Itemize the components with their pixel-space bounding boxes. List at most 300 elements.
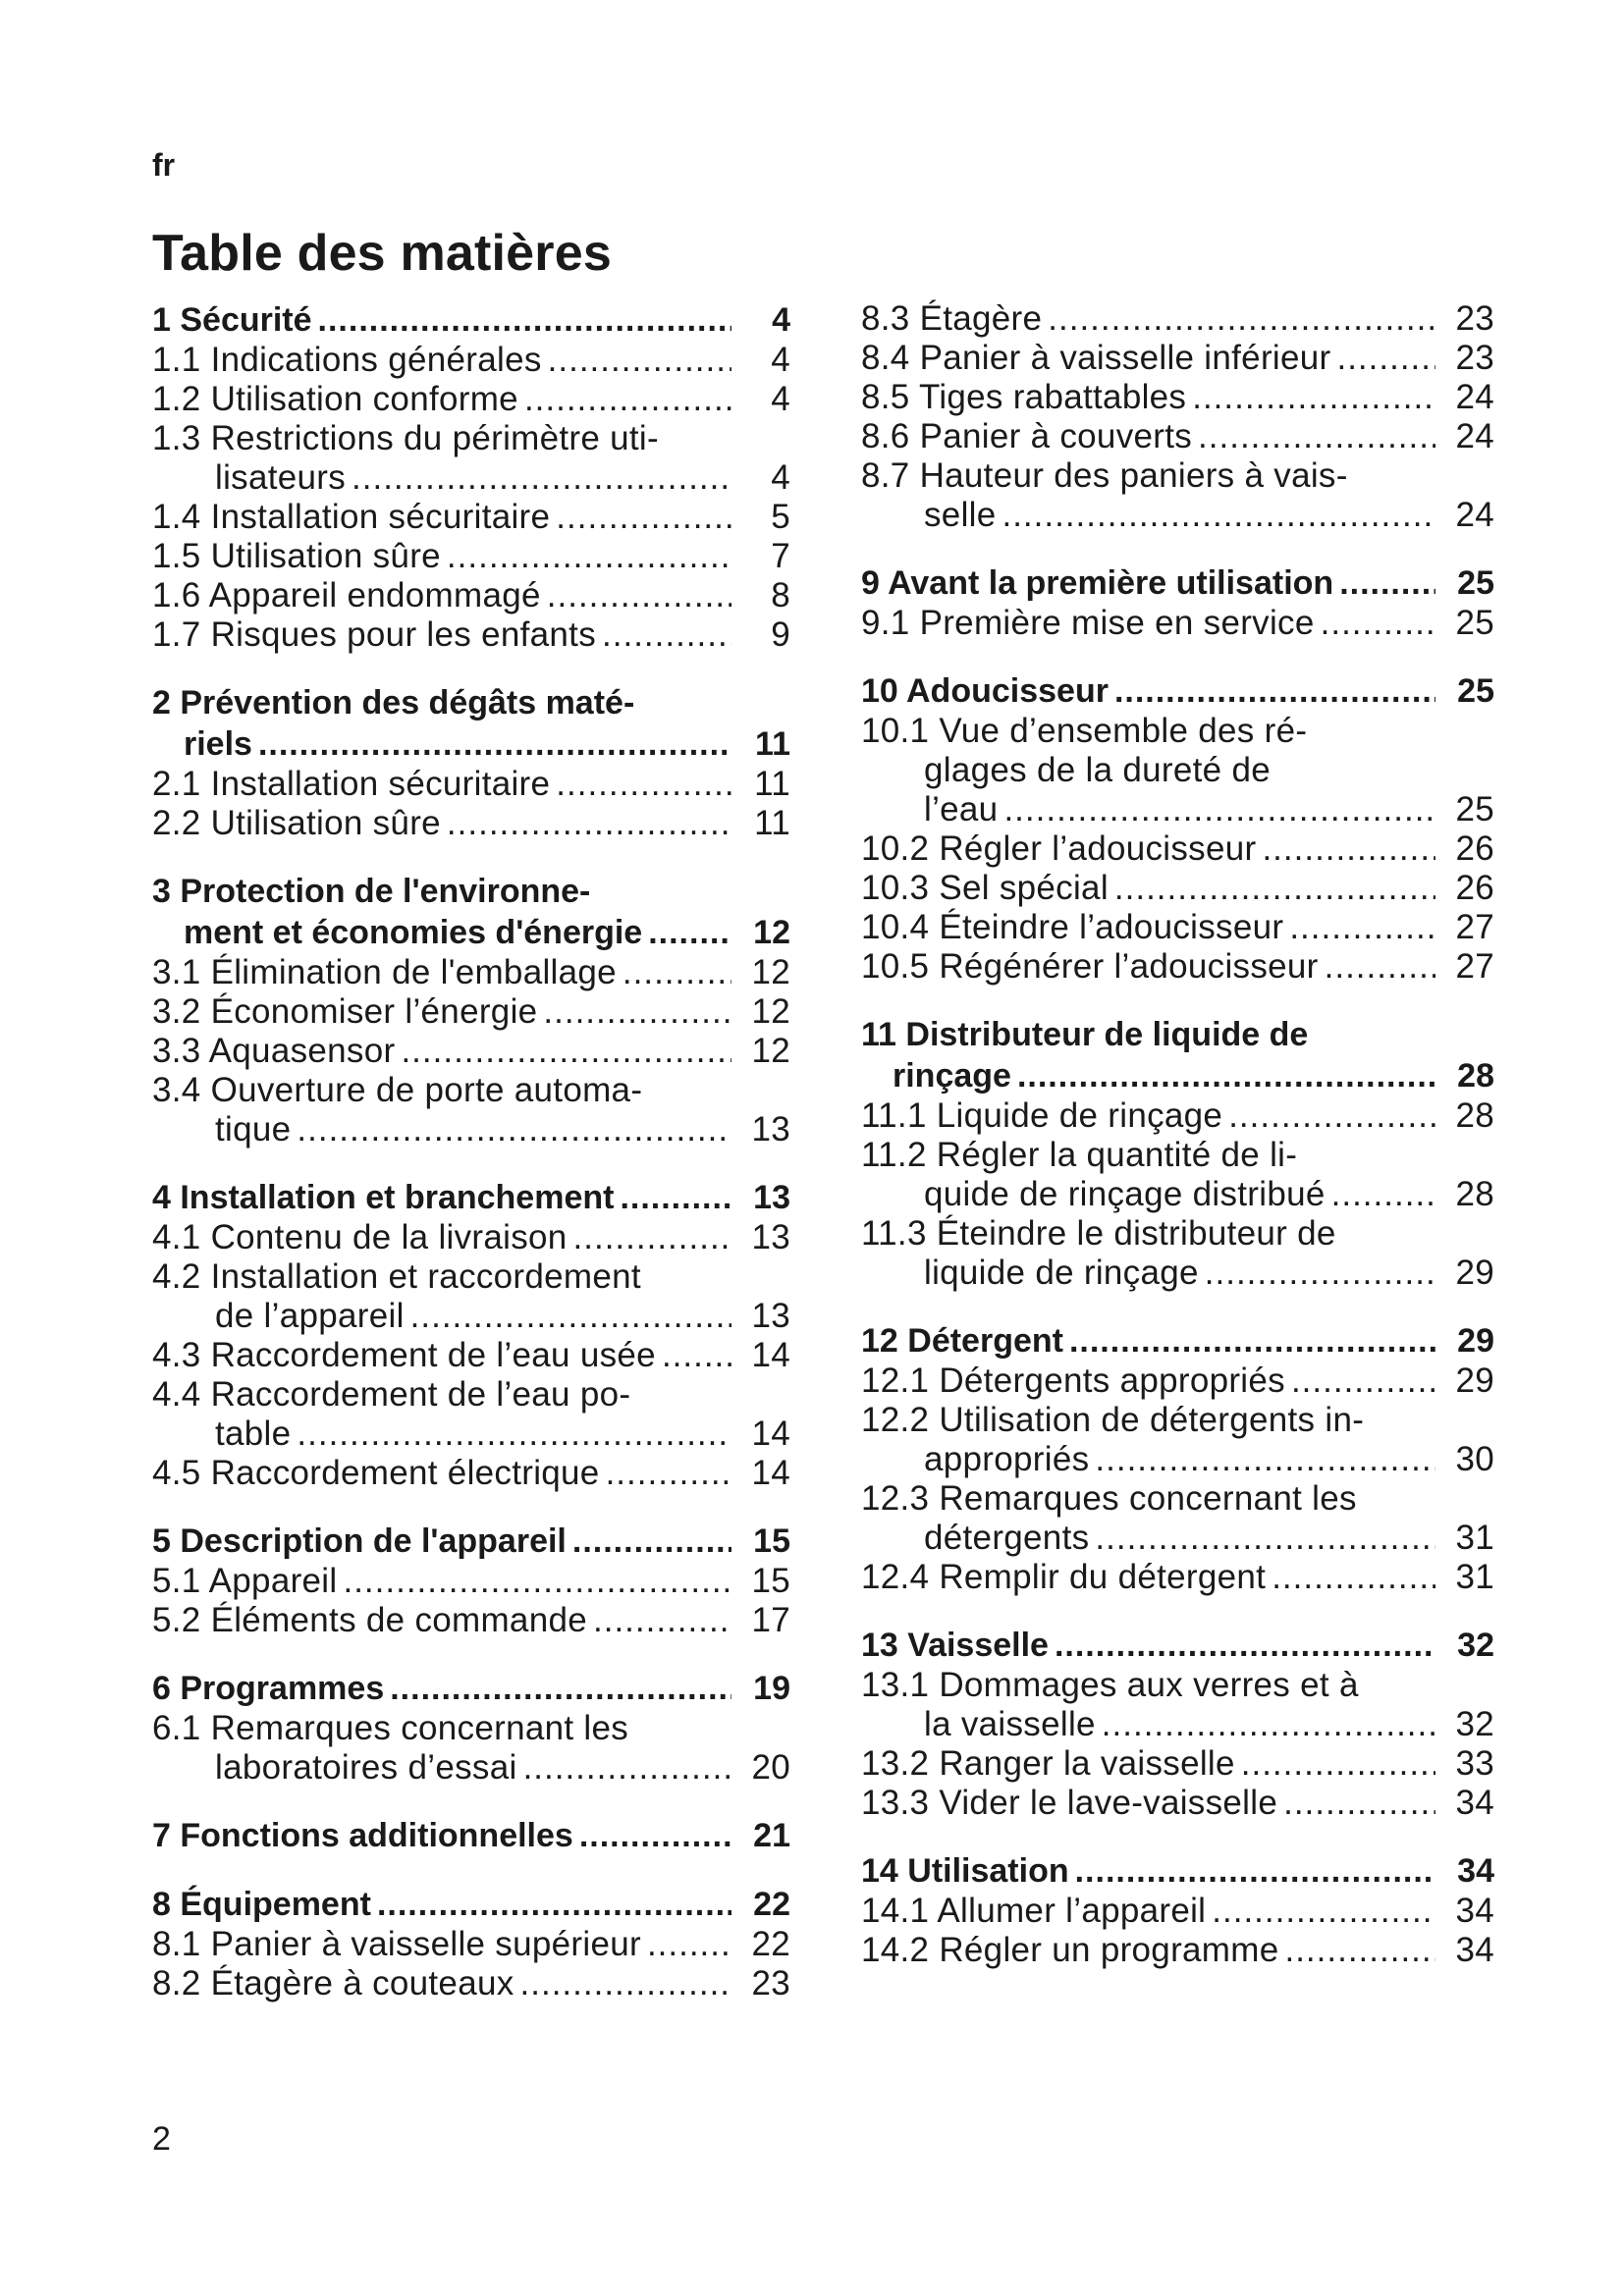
dot-leader	[1272, 1558, 1435, 1597]
dot-leader	[352, 458, 731, 498]
toc-entry-line: 11.3 Éteindre le distributeur de	[861, 1214, 1336, 1253]
toc-entry-title: table	[215, 1415, 292, 1453]
toc-entry-line: 4.4 Raccordement de l’eau po-	[152, 1375, 631, 1414]
toc-entry-title: laboratoires d’essai	[215, 1748, 517, 1787]
toc-entry-row	[152, 498, 790, 537]
toc-entry-row	[152, 537, 790, 576]
toc-section-entry[interactable]	[152, 1815, 790, 1856]
toc-entry-row	[152, 380, 790, 419]
toc-entry-page: 11	[754, 804, 790, 842]
toc-entry-page: 25	[1457, 672, 1494, 710]
toc-entry-page: 13	[751, 1218, 790, 1256]
toc-entry-title: ment et économies d'énergie	[184, 914, 643, 951]
toc-entry-title: 2.2 Utilisation sûre	[152, 804, 441, 842]
dot-leader	[606, 1454, 731, 1493]
toc-entry-title: 10.2 Régler l’adoucisseur	[861, 829, 1257, 868]
toc-entry-title: lisateurs	[215, 458, 347, 497]
toc-entry-row	[152, 1336, 790, 1375]
toc-entry-title: 10 Adoucisseur	[861, 672, 1109, 710]
toc-entry-title: 4.3 Raccordement de l’eau usée	[152, 1336, 656, 1374]
toc-entry-line: 11.2 Régler la quantité de li-	[861, 1136, 1298, 1174]
toc-subsection-entry[interactable]	[861, 1558, 1494, 1597]
toc-entry-row	[152, 1177, 790, 1218]
toc-entry-title: la vaisselle	[924, 1705, 1096, 1743]
toc-entry-title: 8.1 Panier à vaisselle supérieur	[152, 1925, 641, 1963]
toc-entry-page: 30	[1455, 1440, 1494, 1478]
dot-leader	[377, 1884, 731, 1925]
toc-entry-line: 6.1 Remarques concernant les	[152, 1709, 629, 1747]
toc-entry-page: 9	[771, 615, 790, 654]
page-title: Table des matières	[152, 225, 612, 282]
toc-entry-row	[861, 1625, 1494, 1666]
toc-entry-title: 1.7 Risques pour les enfants	[152, 615, 597, 654]
dot-leader	[548, 341, 731, 380]
toc-entry-page: 13	[753, 1179, 790, 1216]
toc-subsection-entry[interactable]	[861, 1362, 1494, 1401]
toc-entry-row	[861, 562, 1494, 604]
toc-subsection-entry[interactable]	[861, 829, 1494, 869]
dot-leader	[648, 912, 731, 953]
toc-entry-line: 12.2 Utilisation de détergents in-	[861, 1401, 1365, 1439]
dot-leader	[1102, 1705, 1435, 1744]
toc-entry-line: 13.1 Dommages aux verres et à	[861, 1666, 1359, 1704]
toc-column-left	[152, 299, 790, 2003]
toc-entry-page: 25	[1457, 564, 1494, 602]
toc-entry-title: 4 Installation et branchement	[152, 1179, 615, 1216]
dot-leader	[520, 1964, 731, 2003]
toc-entry-title: 10.4 Éteindre l’adoucisseur	[861, 908, 1284, 946]
dot-leader	[573, 1218, 731, 1257]
toc-entry-row	[861, 1175, 1494, 1214]
toc-subsection-entry[interactable]	[152, 1454, 790, 1493]
toc-entry-row	[152, 458, 790, 498]
toc-entry-row	[861, 1892, 1494, 1931]
toc-entry-title: 1 Sécurité	[152, 301, 312, 339]
toc-entry-title: quide de rinçage distribué	[924, 1175, 1326, 1213]
toc-subsection-entry[interactable]	[861, 1892, 1494, 1931]
dot-leader	[1048, 299, 1435, 339]
toc-subsection-entry[interactable]	[861, 1931, 1494, 1970]
toc-entry-page: 32	[1457, 1627, 1494, 1664]
toc-entry-row	[861, 1096, 1494, 1136]
dot-leader	[1003, 790, 1435, 829]
toc-subsection-entry[interactable]	[152, 1336, 790, 1375]
toc-entry-row	[861, 378, 1494, 417]
toc-entry-title: de l’appareil	[215, 1297, 405, 1335]
dot-leader	[556, 498, 731, 537]
toc-entry-row	[861, 670, 1494, 712]
toc-entry-row	[861, 1705, 1494, 1744]
toc-entry-page: 24	[1455, 378, 1494, 416]
toc-entry-page: 27	[1455, 908, 1494, 946]
toc-entry-row	[152, 576, 790, 615]
toc-subsection-entry[interactable]	[861, 1096, 1494, 1136]
toc-entry-title: 9.1 Première mise en service	[861, 604, 1315, 642]
toc-entry-title: 2.1 Installation sécuritaire	[152, 765, 551, 803]
toc-entry-title: riels	[184, 725, 252, 763]
dot-leader	[410, 1297, 731, 1336]
toc-subsection-entry[interactable]	[152, 615, 790, 655]
toc-section-entry[interactable]	[152, 1177, 790, 1218]
toc-entry-row	[861, 1784, 1494, 1823]
language-code: fr	[152, 147, 176, 183]
toc-entry-row	[861, 417, 1494, 456]
dot-leader	[620, 1177, 731, 1218]
dot-leader	[1228, 1096, 1435, 1136]
dot-leader	[1095, 1519, 1435, 1558]
toc-entry-page: 31	[1455, 1558, 1494, 1596]
toc-entry-title: 4.1 Contenu de la livraison	[152, 1218, 568, 1256]
toc-entry-row	[152, 1032, 790, 1071]
toc-entry-page: 14	[751, 1454, 790, 1492]
toc-entry-title: 8.5 Tiges rabattables	[861, 378, 1187, 416]
toc-subsection-entry[interactable]	[861, 1479, 1494, 1558]
toc-section-entry[interactable]	[152, 682, 790, 765]
toc-entry-page: 28	[1455, 1096, 1494, 1135]
toc-entry-title: 3.3 Aquasensor	[152, 1032, 396, 1070]
toc-entry-page: 4	[771, 458, 790, 497]
toc-entry-row	[152, 804, 790, 843]
toc-entry-row	[861, 1362, 1494, 1401]
toc-subsection-entry[interactable]	[861, 947, 1494, 987]
toc-entry-title: 1.2 Utilisation conforme	[152, 380, 518, 418]
dot-leader	[1017, 1055, 1435, 1096]
toc-subsection-entry[interactable]	[861, 1136, 1494, 1214]
toc-entry-title: tique	[215, 1110, 292, 1148]
toc-entry-row	[861, 1440, 1494, 1479]
toc-entry-line: 3 Protection de l'environne-	[152, 873, 591, 910]
toc-entry-page: 22	[753, 1886, 790, 1923]
toc-subsection-entry[interactable]	[152, 1709, 790, 1788]
toc-subsection-entry[interactable]	[152, 804, 790, 843]
toc-subsection-entry[interactable]	[861, 299, 1494, 339]
toc-entry-page: 19	[753, 1670, 790, 1707]
toc-entry-page: 11	[755, 725, 790, 763]
toc-entry-page: 13	[751, 1297, 790, 1335]
toc-entry-page: 32	[1455, 1705, 1494, 1743]
toc-subsection-entry[interactable]	[152, 341, 790, 380]
toc-entry-title: 13.2 Ranger la vaisselle	[861, 1744, 1235, 1783]
toc-section-entry[interactable]	[861, 1320, 1494, 1362]
toc-entry-row	[861, 869, 1494, 908]
toc-entry-row	[152, 1601, 790, 1640]
dot-leader	[343, 1562, 731, 1601]
toc-entry-title: 14 Utilisation	[861, 1852, 1069, 1890]
toc-entry-title: 8 Équipement	[152, 1886, 371, 1923]
toc-entry-row	[152, 1748, 790, 1788]
dot-leader	[297, 1415, 731, 1454]
toc-entry-row	[152, 723, 790, 765]
dot-leader	[602, 615, 731, 655]
toc-entry-row	[861, 1850, 1494, 1892]
toc-entry-row	[152, 1454, 790, 1493]
toc-entry-line: 2 Prévention des dégâts maté-	[152, 684, 635, 721]
dot-leader	[1262, 829, 1435, 869]
toc-entry-page: 4	[771, 380, 790, 418]
dot-leader	[523, 1748, 731, 1788]
toc-entry-title: liquide de rinçage	[924, 1254, 1199, 1292]
toc-subsection-entry[interactable]	[152, 1375, 790, 1454]
toc-entry-row	[152, 1562, 790, 1601]
toc-entry-title: 12 Détergent	[861, 1322, 1063, 1360]
toc-entry-row	[152, 992, 790, 1032]
dot-leader	[1095, 1440, 1435, 1479]
toc-subsection-entry[interactable]	[861, 339, 1494, 378]
toc-entry-row	[152, 341, 790, 380]
toc-entry-line: 3.4 Ouverture de porte automa-	[152, 1071, 643, 1109]
toc-section-entry[interactable]	[152, 1884, 790, 1925]
toc-entry-row	[152, 1521, 790, 1562]
toc-entry-page: 20	[751, 1748, 790, 1787]
toc-entry-title: 5 Description de l'appareil	[152, 1522, 567, 1560]
toc-subsection-entry[interactable]	[152, 1562, 790, 1601]
toc-entry-row	[861, 496, 1494, 535]
toc-entry-page: 21	[753, 1817, 790, 1854]
toc-entry-page: 29	[1455, 1362, 1494, 1400]
toc-subsection-entry[interactable]	[152, 1032, 790, 1071]
dot-leader	[447, 537, 731, 576]
toc-subsection-entry[interactable]	[861, 1214, 1494, 1293]
dot-leader	[401, 1032, 731, 1071]
toc-entry-title: l’eau	[924, 790, 999, 828]
toc-subsection-entry[interactable]	[152, 1257, 790, 1336]
toc-entry-page: 14	[751, 1336, 790, 1374]
toc-entry-page: 24	[1455, 417, 1494, 455]
dot-leader	[1241, 1744, 1435, 1784]
toc-entry-title: 10.5 Régénérer l’adoucisseur	[861, 947, 1319, 986]
toc-entry-title: 7 Fonctions additionnelles	[152, 1817, 573, 1854]
toc-entry-row	[152, 1884, 790, 1925]
dot-leader	[1001, 496, 1435, 535]
toc-entry-row	[861, 1519, 1494, 1558]
toc-entry-page: 25	[1455, 604, 1494, 642]
toc-entry-page: 12	[753, 914, 790, 951]
toc-entry-title: 1.5 Utilisation sûre	[152, 537, 441, 575]
toc-entry-row	[152, 615, 790, 655]
toc-entry-row	[861, 1558, 1494, 1597]
dot-leader	[1336, 339, 1435, 378]
dot-leader	[1198, 417, 1435, 456]
toc-entry-page: 25	[1455, 790, 1494, 828]
toc-section-entry[interactable]	[861, 1850, 1494, 1892]
toc-subsection-entry[interactable]	[152, 419, 790, 498]
dot-leader	[647, 1925, 731, 1964]
toc-entry-title: 4.5 Raccordement électrique	[152, 1454, 600, 1492]
toc-entry-title: 10.3 Sel spécial	[861, 869, 1109, 907]
toc-entry-page: 14	[751, 1415, 790, 1453]
toc-entry-page: 26	[1455, 829, 1494, 868]
toc-entry-page: 5	[771, 498, 790, 536]
toc-section-entry[interactable]	[152, 1668, 790, 1709]
toc-entry-page: 8	[771, 576, 790, 614]
toc-entry-page: 4	[772, 301, 790, 339]
toc-entry-page: 29	[1457, 1322, 1494, 1360]
dot-leader	[556, 765, 731, 804]
toc-entry-title: 12.4 Remplir du détergent	[861, 1558, 1267, 1596]
dot-leader	[1055, 1625, 1435, 1666]
dot-leader	[1212, 1892, 1435, 1931]
toc-subsection-entry[interactable]	[152, 537, 790, 576]
toc-entry-page: 23	[1455, 339, 1494, 377]
dot-leader	[318, 299, 731, 341]
toc-entry-title: 9 Avant la première utilisation	[861, 564, 1334, 602]
dot-leader	[1325, 947, 1435, 987]
toc-entry-title: 13 Vaisselle	[861, 1627, 1049, 1664]
toc-subsection-entry[interactable]	[152, 1601, 790, 1640]
toc-entry-title: 8.6 Panier à couverts	[861, 417, 1193, 455]
toc-entry-title: selle	[924, 496, 997, 534]
toc-entry-row	[861, 1931, 1494, 1970]
toc-subsection-entry[interactable]	[152, 1218, 790, 1257]
toc-entry-title: 11.1 Liquide de rinçage	[861, 1096, 1223, 1135]
toc-entry-title: 14.1 Allumer l’appareil	[861, 1892, 1207, 1930]
toc-entry-page: 29	[1455, 1254, 1494, 1292]
dot-leader	[547, 576, 731, 615]
toc-entry-row	[152, 1110, 790, 1149]
toc-entry-row	[861, 339, 1494, 378]
toc-entry-row	[152, 1964, 790, 2003]
toc-entry-line: 4.2 Installation et raccordement	[152, 1257, 641, 1296]
toc-subsection-entry[interactable]	[861, 1744, 1494, 1784]
toc-entry-row	[152, 1297, 790, 1336]
toc-entry-row	[861, 790, 1494, 829]
toc-entry-title: appropriés	[924, 1440, 1090, 1478]
toc-entry-page: 13	[751, 1110, 790, 1148]
dot-leader	[1205, 1254, 1435, 1293]
toc-entry-title: 5.2 Éléments de commande	[152, 1601, 587, 1639]
toc-entry-title: 1.4 Installation sécuritaire	[152, 498, 551, 536]
toc-entry-page: 17	[751, 1601, 790, 1639]
dot-leader	[543, 992, 731, 1032]
toc-entry-row	[861, 908, 1494, 947]
toc-subsection-entry[interactable]	[152, 1925, 790, 1964]
toc-entry-title: 8.2 Étagère à couteaux	[152, 1964, 514, 2002]
toc-entry-page: 4	[771, 341, 790, 379]
toc-entry-page: 24	[1455, 496, 1494, 534]
toc-entry-page: 27	[1455, 947, 1494, 986]
dot-leader	[1075, 1850, 1435, 1892]
toc-subsection-entry[interactable]	[861, 1666, 1494, 1744]
toc-entry-page: 34	[1457, 1852, 1494, 1890]
toc-entry-title: 3.1 Élimination de l'emballage	[152, 953, 617, 991]
dot-leader	[662, 1336, 731, 1375]
toc-entry-title: 8.4 Panier à vaisselle inférieur	[861, 339, 1331, 377]
toc-entry-row	[861, 1254, 1494, 1293]
toc-subsection-entry[interactable]	[861, 1401, 1494, 1479]
toc-entry-row	[861, 1744, 1494, 1784]
toc-entry-title: rinçage	[893, 1057, 1011, 1095]
dot-leader	[1331, 1175, 1435, 1214]
toc-entry-line: 10.1 Vue d’ensemble des ré-	[861, 712, 1308, 750]
dot-leader	[1291, 1362, 1435, 1401]
dot-leader	[1284, 1931, 1435, 1970]
toc-entry-row	[861, 299, 1494, 339]
toc-entry-page: 34	[1455, 1931, 1494, 1969]
toc-entry-page: 15	[751, 1562, 790, 1600]
dot-leader	[1069, 1320, 1435, 1362]
toc-section-entry[interactable]	[861, 562, 1494, 604]
toc-entry-row	[152, 1925, 790, 1964]
toc-entry-row	[152, 953, 790, 992]
dot-leader	[1339, 562, 1435, 604]
toc-entry-row	[152, 1815, 790, 1856]
dot-leader	[447, 804, 731, 843]
toc-entry-page: 31	[1455, 1519, 1494, 1557]
toc-entry-page: 33	[1455, 1744, 1494, 1783]
dot-leader	[390, 1668, 731, 1709]
toc-entry-title: 1.6 Appareil endommagé	[152, 576, 541, 614]
toc-entry-title: 3.2 Économiser l’énergie	[152, 992, 538, 1031]
toc-entry-title: 13.3 Vider le lave-vaisselle	[861, 1784, 1278, 1822]
toc-entry-row	[152, 1668, 790, 1709]
toc-subsection-entry[interactable]	[861, 869, 1494, 908]
dot-leader	[1114, 869, 1435, 908]
toc-entry-title: 14.2 Régler un programme	[861, 1931, 1279, 1969]
dot-leader	[1192, 378, 1435, 417]
toc-entry-page: 12	[751, 1032, 790, 1070]
toc-subsection-entry[interactable]	[152, 953, 790, 992]
toc-subsection-entry[interactable]	[152, 765, 790, 804]
toc-section-entry[interactable]	[861, 1625, 1494, 1666]
toc-entry-row	[861, 604, 1494, 643]
toc-section-entry[interactable]	[861, 670, 1494, 712]
toc-subsection-entry[interactable]	[152, 992, 790, 1032]
toc-subsection-entry[interactable]	[861, 456, 1494, 535]
toc-subsection-entry[interactable]	[861, 908, 1494, 947]
toc-entry-page: 12	[751, 992, 790, 1031]
toc-entry-title: 1.1 Indications générales	[152, 341, 542, 379]
toc-entry-page: 11	[754, 765, 790, 803]
toc-subsection-entry[interactable]	[861, 417, 1494, 456]
toc-entry-page: 28	[1455, 1175, 1494, 1213]
toc-section-entry[interactable]	[152, 871, 790, 953]
toc-entry-line: glages de la dureté de	[924, 751, 1271, 789]
dot-leader	[1321, 604, 1435, 643]
toc-entry-title: détergents	[924, 1519, 1090, 1557]
toc-entry-title: 8.3 Étagère	[861, 299, 1043, 338]
toc-entry-row	[152, 1218, 790, 1257]
dot-leader	[1283, 1784, 1435, 1823]
dot-leader	[297, 1110, 731, 1149]
toc-entry-page: 22	[751, 1925, 790, 1963]
toc-subsection-entry[interactable]	[861, 1784, 1494, 1823]
toc-subsection-entry[interactable]	[152, 1071, 790, 1149]
dot-leader	[258, 723, 731, 765]
dot-leader	[524, 380, 731, 419]
toc-entry-line: 11 Distributeur de liquide de	[861, 1016, 1309, 1053]
toc-subsection-entry[interactable]	[861, 378, 1494, 417]
toc-entry-page: 28	[1457, 1057, 1494, 1095]
toc-subsection-entry[interactable]	[152, 576, 790, 615]
toc-entry-title: 12.1 Détergents appropriés	[861, 1362, 1285, 1400]
toc-subsection-entry[interactable]	[152, 380, 790, 419]
toc-subsection-entry[interactable]	[152, 498, 790, 537]
toc-subsection-entry[interactable]	[861, 712, 1494, 829]
toc-entry-page: 34	[1455, 1784, 1494, 1822]
toc-entry-row	[152, 912, 790, 953]
toc-entry-page: 15	[753, 1522, 790, 1560]
toc-entry-line: 1.3 Restrictions du périmètre uti-	[152, 419, 659, 457]
dot-leader	[593, 1601, 731, 1640]
toc-section-entry[interactable]	[152, 1521, 790, 1562]
toc-subsection-entry[interactable]	[152, 1964, 790, 2003]
toc-entry-page: 7	[771, 537, 790, 575]
toc-section-entry[interactable]	[861, 1014, 1494, 1096]
toc-section-entry[interactable]	[152, 299, 790, 341]
toc-entry-row	[152, 1415, 790, 1454]
toc-entry-page: 23	[1455, 299, 1494, 338]
toc-subsection-entry[interactable]	[861, 604, 1494, 643]
